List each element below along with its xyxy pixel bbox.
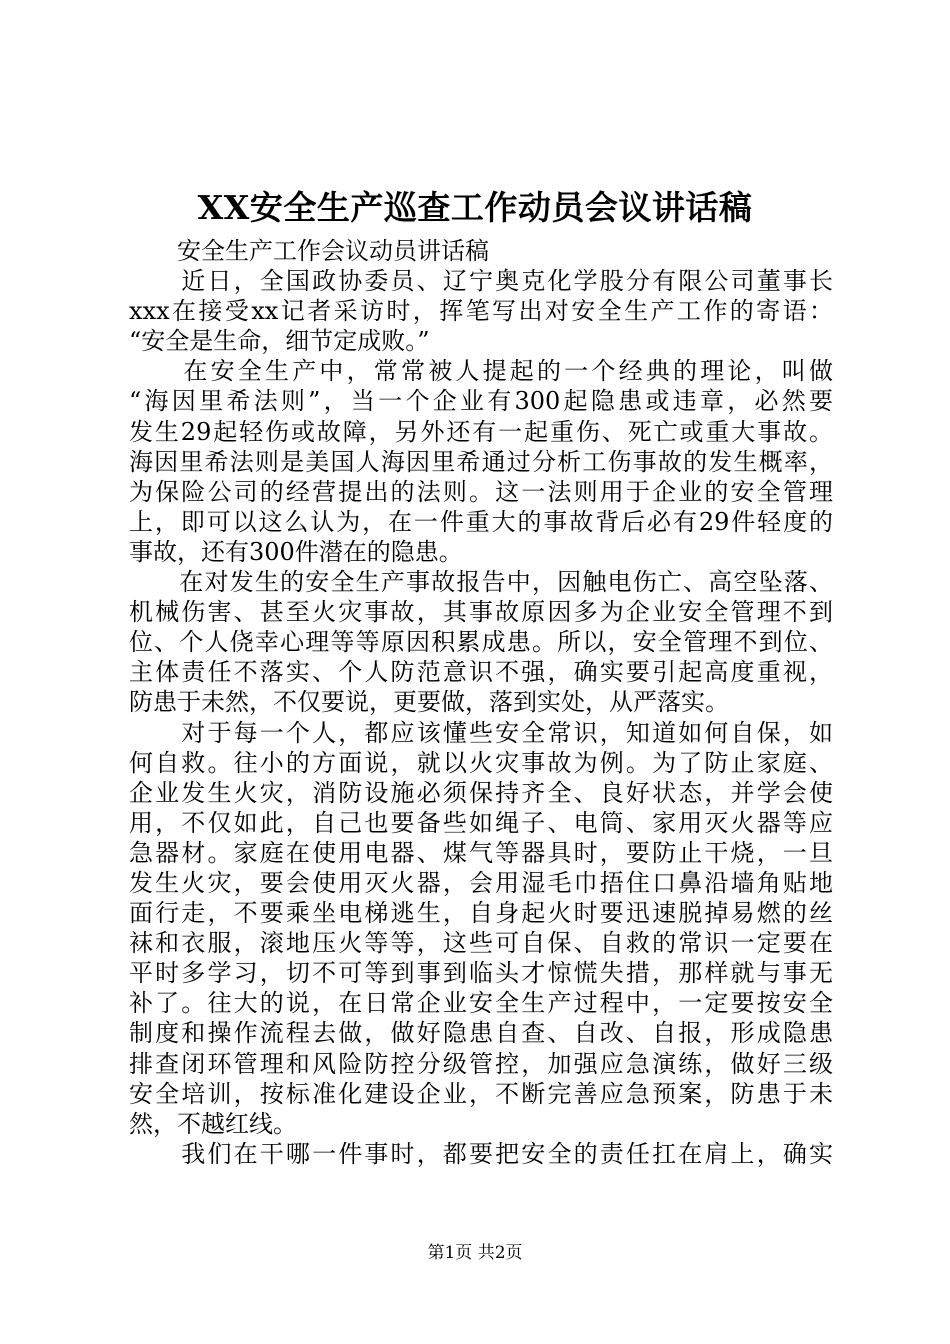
body-line: xxx在接受xx记者采访时，挥笔写出对安全生产工作的寄语：	[129, 297, 833, 326]
document-title: XX安全生产巡查工作动员会议讲话稿	[197, 188, 753, 227]
body-line: 然，不越红线。	[129, 1109, 297, 1138]
body-line: 近日，全国政协委员、辽宁奥克化学股分有限公司董事长	[129, 267, 833, 296]
body-line: 发生29起轻伤或故障，另外还有一起重伤、死亡或重大事故。	[129, 417, 833, 446]
body-line: “海因里希法则”，当一个企业有300起隐患或违章，必然要	[129, 387, 833, 416]
body-line: 用，不仅如此，自己也要备些如绳子、电筒、家用灭火器等应	[129, 808, 833, 837]
document-body	[129, 236, 833, 1169]
body-line: 企业发生火灾，消防设施必须保持齐全、良好状态，并学会使	[129, 778, 833, 807]
body-line: 防患于未然，不仅要说，更要做，落到实处，从严落实。	[129, 688, 729, 717]
page-number: 第1页 共2页	[427, 1243, 523, 1263]
body-line: 发生火灾，要会使用灭火器，会用湿毛巾捂住口鼻沿墙角贴地	[129, 868, 833, 897]
body-line: 面行走，不要乘坐电梯逃生，自身起火时要迅速脱掉易燃的丝	[129, 899, 833, 928]
body-line: 事故，还有300件潜在的隐患。	[129, 537, 463, 566]
body-line: 位、个人侥幸心理等等原因积累成患。所以，安全管理不到位、	[129, 628, 833, 657]
body-line: 机械伤害、甚至火灾事故，其事故原因多为企业安全管理不到	[129, 598, 833, 627]
body-line: 何自救。往小的方面说，就以火灾事故为例。为了防止家庭、	[129, 748, 833, 777]
body-line: 为保险公司的经营提出的法则。这一法则用于企业的安全管理	[129, 477, 833, 506]
body-line: 海因里希法则是美国人海因里希通过分析工伤事故的发生概率，	[129, 447, 833, 476]
body-line: 袜和衣服，滚地压火等等，这些可自保、自救的常识一定要在	[129, 929, 833, 958]
body-line: 我们在干哪一件事时，都要把安全的责任扛在肩上，确实	[129, 1139, 833, 1168]
body-line: 主体责任不落实、个人防范意识不强，确实要引起高度重视，	[129, 658, 833, 687]
body-line: 急器材。家庭在使用电器、煤气等器具时，要防止干烧，一旦	[129, 838, 833, 867]
body-line: 对于每一个人，都应该懂些安全常识，知道如何自保，如	[129, 718, 833, 747]
body-line: 在对发生的安全生产事故报告中，因触电伤亡、高空坠落、	[129, 568, 833, 597]
body-line: 补了。往大的说，在日常企业安全生产过程中，一定要按安全	[129, 989, 833, 1018]
body-line: “安全是生命，细节定成败。”	[129, 327, 430, 356]
body-line: 平时多学习，切不可等到事到临头才惊慌失措，那样就与事无	[129, 959, 833, 988]
body-line: 安全生产工作会议动员讲话稿	[129, 237, 489, 265]
body-line: 制度和操作流程去做，做好隐患自查、自改、自报，形成隐患	[129, 1019, 833, 1048]
body-line: 在安全生产中，常常被人提起的一个经典的理论，叫做	[129, 357, 833, 386]
body-line: 安全培训，按标准化建设企业，不断完善应急预案，防患于未	[129, 1079, 833, 1108]
body-line: 上，即可以这么认为，在一件重大的事故背后必有29件轻度的	[129, 507, 833, 536]
body-line: 排查闭环管理和风险防控分级管控，加强应急演练，做好三级	[129, 1049, 833, 1078]
